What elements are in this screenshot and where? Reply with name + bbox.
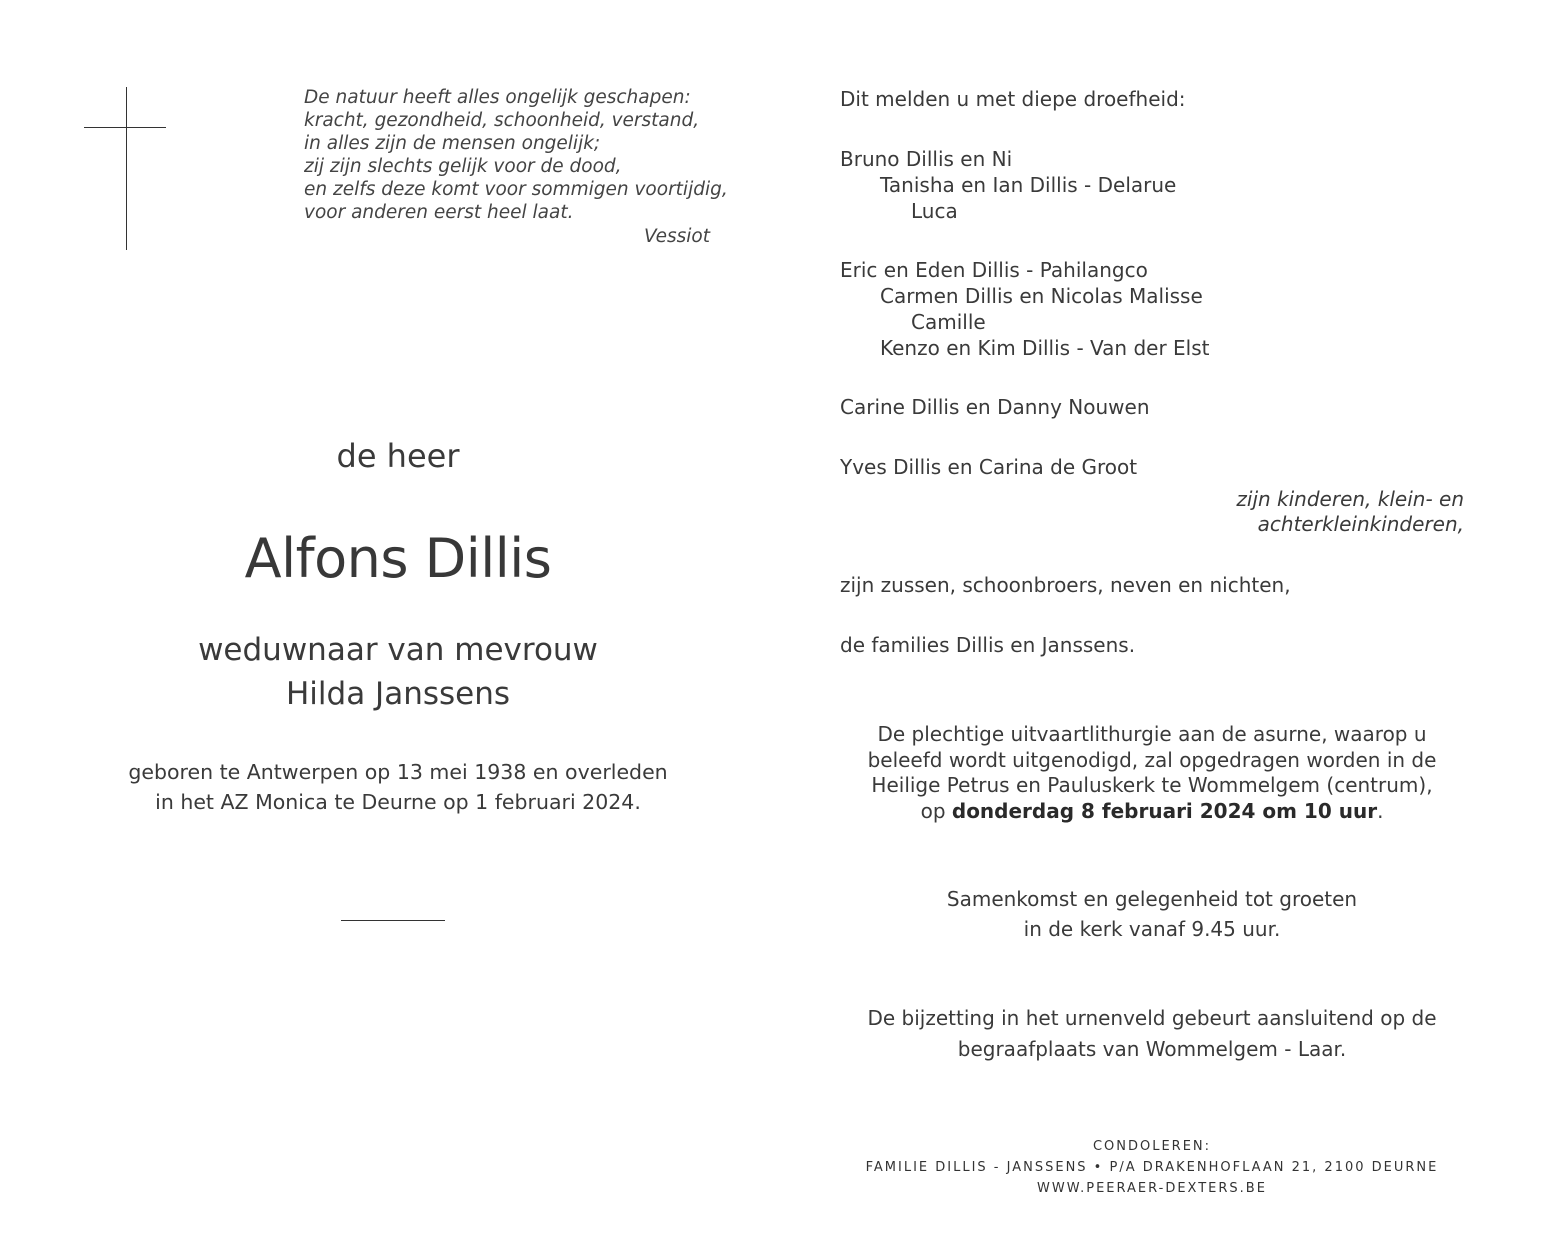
gathering-line: in de kerk vanaf 9.45 uur.: [1023, 917, 1281, 941]
ceremony-datetime: [846, 799, 1458, 825]
relation-line: zijn kinderen, klein- en: [1236, 487, 1464, 511]
announcement-intro: Dit melden u met diepe droefheid:: [840, 87, 1186, 111]
burial-line: begraafplaats van Wommelgem - Laar.: [957, 1037, 1347, 1061]
family-group-4: Yves Dillis en Carina de Groot: [840, 455, 1138, 479]
condolence-website[interactable]: WWW.PEERAER-DEXTERS.BE: [1037, 1181, 1267, 1196]
poem: [304, 86, 728, 224]
poem-line: en zelfs deze komt voor sommigen voortijdig,: [304, 179, 728, 200]
ceremony-suffix: .: [1377, 798, 1384, 823]
condolence-label: CONDOLEREN:: [1092, 1139, 1212, 1154]
deceased-title: de heer: [336, 437, 460, 475]
relation-label: [1100, 487, 1464, 537]
widower-line: weduwnaar van mevrouw: [198, 632, 598, 668]
ceremony-prefix: op: [920, 798, 952, 823]
siblings-line: zijn zussen, schoonbroers, neven en nichten,: [840, 573, 1291, 597]
widower-info: [100, 628, 696, 716]
ceremony-line: Heilige Petrus en Pauluskerk te Wommelgem (centrum),: [871, 773, 1433, 797]
ceremony-line: beleefd wordt uitgenodigd, zal opgedragen worden in de: [867, 747, 1437, 772]
ceremony-date: donderdag 8 februari 2024 om 10 uur: [951, 798, 1378, 823]
gathering-info: [846, 884, 1458, 944]
relation-line: achterkleinkinderen,: [1257, 512, 1464, 536]
families-line: de families Dillis en Janssens.: [840, 633, 1136, 657]
poem-line: voor anderen eerst heel laat.: [304, 202, 574, 223]
deceased-name: Alfons Dillis: [244, 527, 552, 590]
burial-info: [846, 1003, 1458, 1065]
birth-line: geboren te Antwerpen op 13 mei 1938 en overleden: [128, 760, 668, 784]
condolence-footer: [846, 1136, 1458, 1199]
poem-line: De natuur heeft alles ongelijk geschapen:: [304, 87, 691, 108]
spouse-name: Hilda Janssens: [285, 676, 511, 712]
family-group-1: [840, 146, 1176, 224]
death-line: in het AZ Monica te Deurne op 1 februari 2024.: [155, 790, 641, 814]
poem-line: zij zijn slechts gelijk voor de dood,: [304, 156, 622, 177]
family-member: Bruno Dillis en Ni: [840, 147, 1013, 171]
cross-icon-horizontal: [84, 127, 166, 128]
gathering-line: Samenkomst en gelegenheid tot groeten: [946, 887, 1358, 911]
family-member: Luca: [911, 199, 958, 223]
family-group-3: Carine Dillis en Danny Nouwen: [840, 395, 1150, 419]
family-member: Camille: [911, 310, 986, 334]
family-member: Carmen Dillis en Nicolas Malisse: [880, 284, 1203, 308]
poem-line: kracht, gezondheid, schoonheid, verstand,: [304, 110, 700, 131]
ceremony-info: [846, 722, 1458, 824]
family-member: Kenzo en Kim Dillis - Van der Elst: [880, 336, 1210, 360]
family-member: Tanisha en Ian Dillis - Delarue: [880, 173, 1177, 197]
condolence-address: FAMILIE DILLIS - JANSSENS • P/A DRAKENHOFLAAN 21, 2100 DEURNE: [865, 1160, 1439, 1175]
divider: [341, 920, 445, 921]
birth-death-info: [100, 757, 696, 817]
burial-line: De bijzetting in het urnenveld gebeurt aansluitend op de: [867, 1006, 1437, 1030]
poem-author: Vessiot: [644, 226, 710, 247]
family-group-2: [840, 257, 1209, 361]
ceremony-line: De plechtige uitvaartlithurgie aan de asurne, waarop u: [877, 722, 1427, 746]
family-member: Eric en Eden Dillis - Pahilangco: [840, 258, 1148, 282]
poem-line: in alles zijn de mensen ongelijk;: [304, 133, 601, 154]
cross-icon-vertical: [126, 87, 127, 250]
